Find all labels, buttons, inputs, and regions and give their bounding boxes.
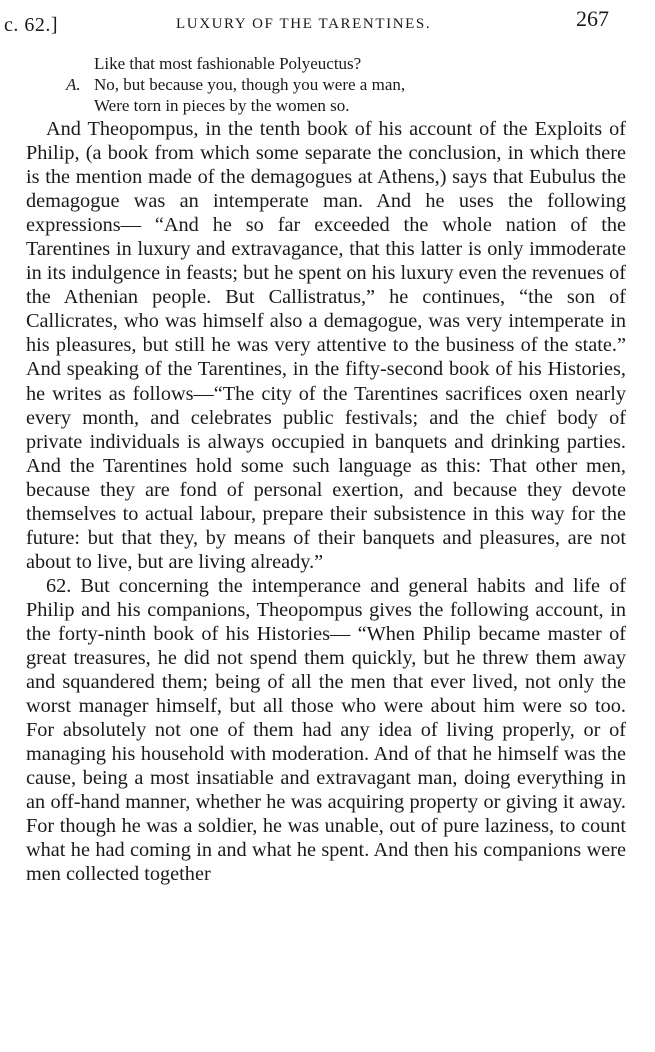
verse-line <box>66 95 536 116</box>
page-number: 267 <box>576 6 609 31</box>
verse-line-text: Were torn in pieces by the women so. <box>94 96 350 115</box>
body-text <box>26 117 626 887</box>
verse-quotation <box>66 53 536 116</box>
running-head <box>0 6 655 36</box>
paragraph: And Theopompus, in the tenth book of his account of the Exploits of Philip, (a book from which some separate the conclusion, in which there is the mention made of the demagogues at Athens,) says that Eubulus the demagogue was an intemperate man. And he uses the following expressions— “And he so far exceeded the whole nation of the Tarentines in luxury and extravagance, that this latter is only immoderate in its indulgence in feasts; but he spent on his luxury even the revenues of the Athenian people. But Callistratus,” he continues, “the son of Callicrates, who was himself also a demagogue, was very intemperate in his pleasures, but still he was very attentive to the business of the state.” And speaking of the Tarentines, in the fifty-second book of his Histories, he writes as follows—“The city of the Tarentines sacrifices oxen nearly every month, and celebrates public festivals; and the chief body of private individuals is always occupied in banquets and drinking parties. And the Tarentines hold some such language as this: That other men, because they are fond of personal exertion, and because they devote themselves to actual labour, prepare their subsistence in this way for the future: but that they, by means of their banquets and pleasures, are not about to live, but are living already.” <box>26 118 626 573</box>
verse-line-text: Like that most fashionable Polyeuctus? <box>94 54 362 73</box>
speaker-label: A. <box>66 75 81 94</box>
chapter-reference: c. 62.] <box>4 14 59 36</box>
verse-line-text: No, but because you, though you were a man, <box>94 75 406 94</box>
verse-line <box>66 53 536 74</box>
running-head-title: LUXURY OF THE TARENTINES. <box>176 16 432 32</box>
verse-line <box>66 74 536 95</box>
paragraph: 62. But concerning the intemperance and general habits and life of Philip and his companions, Theopompus gives the following account, in the forty-ninth book of his Histories— “When Philip became master of great treasures, he did not spend them quickly, but he threw them away and squandered them; being of all the men that ever lived, not only the worst manager himself, but all those who were about him were so too. For absolutely not one of them had any idea of living properly, or of managing his household with moderation. And of that he himself was the cause, being a most insatiable and extravagant man, doing everything in an off-hand manner, whether he was acquiring property or giving it away. For though he was a soldier, he was unable, out of pure laziness, to count what he had coming in and what he spent. And then his companions were men collected together <box>26 574 626 886</box>
